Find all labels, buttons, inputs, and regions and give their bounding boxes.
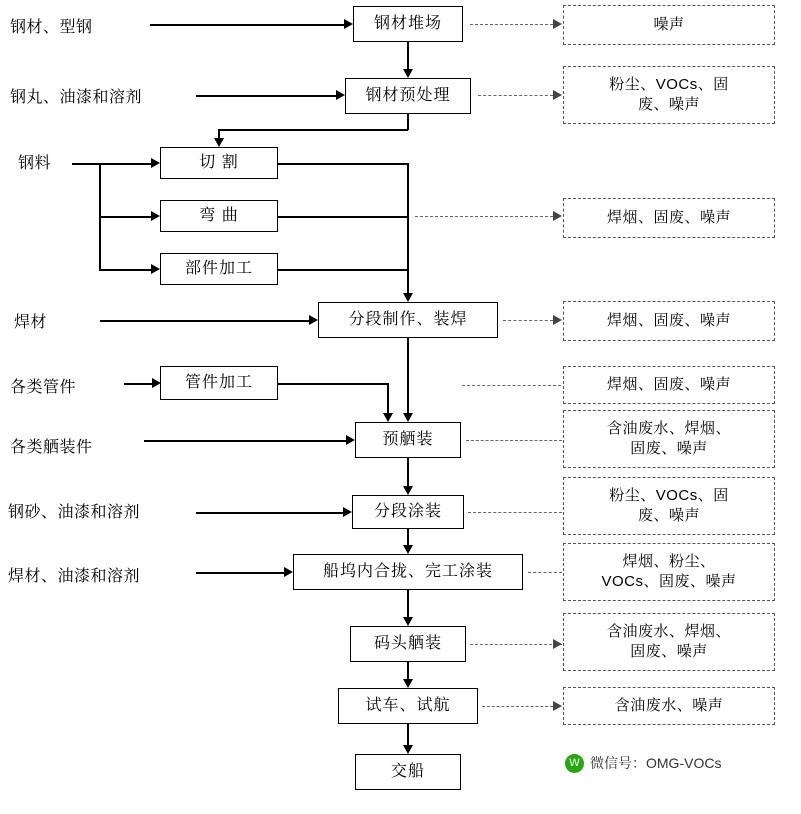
input-label-text: 钢砂、油漆和溶剂: [8, 503, 141, 521]
arrowhead: [383, 413, 393, 422]
emission-line: 固废、噪声: [630, 440, 708, 457]
emission-connector-pipe: [462, 385, 561, 386]
input-label-steel: [10, 12, 170, 38]
input-label-welding: [14, 307, 94, 333]
node-label: 管件加工: [184, 374, 253, 391]
emission-line: 废、噪声: [637, 507, 700, 524]
node-label: 部件加工: [184, 260, 253, 277]
process-node-steel-yard[interactable]: [353, 6, 463, 42]
emission-box-pipe: [563, 366, 775, 404]
process-node-delivery[interactable]: [355, 754, 461, 790]
connector-welding-to-section: [100, 320, 310, 322]
node-label: 码头舾装: [373, 635, 442, 652]
emission-line: 焊烟、固废、噪声: [606, 375, 731, 393]
emission-connector-dock: [528, 572, 562, 573]
input-label-pipes: [10, 372, 120, 398]
process-node-pre-outfitting[interactable]: [355, 422, 461, 458]
connector-part-to-trunk: [278, 269, 408, 271]
process-node-trial-run[interactable]: [338, 688, 478, 724]
emission-line: 粉尘、VOCs、固: [609, 486, 729, 504]
process-node-dock-assembly[interactable]: [293, 554, 523, 590]
emission-line: 含油废水、噪声: [614, 696, 724, 714]
connector-trunk-vertical: [407, 163, 409, 293]
emission-line: 焊烟、固废、噪声: [606, 208, 731, 226]
arrowhead: [403, 413, 413, 422]
input-label-steel-material: [18, 148, 98, 174]
arrowhead: [344, 19, 353, 29]
connector-preoutfit-to-coating: [407, 458, 409, 486]
node-label: 交船: [390, 763, 425, 780]
arrowhead: [284, 567, 293, 577]
emission-line: 固废、噪声: [630, 643, 708, 660]
emission-box-dock: [563, 543, 775, 601]
input-label-weld-paint: [8, 561, 208, 587]
emission-box-yard: [563, 5, 775, 45]
input-label-text: 焊材: [14, 313, 48, 331]
process-node-quay-outfitting[interactable]: [350, 626, 466, 662]
emission-line: 粉尘、VOCs、固: [609, 75, 729, 93]
node-label: 切 割: [199, 154, 239, 171]
wechat-icon: W: [565, 754, 584, 773]
node-label: 船坞内合拢、完工涂装: [322, 563, 493, 580]
arrowhead: [151, 264, 160, 274]
process-node-section-weld[interactable]: [318, 302, 498, 338]
emission-line: 噪声: [653, 15, 685, 33]
node-label: 弯 曲: [199, 207, 239, 224]
connector-dock-to-quay: [407, 590, 409, 617]
arrowhead: [151, 158, 160, 168]
node-label: 分段涂装: [373, 503, 442, 520]
input-label-outfit-parts: [10, 432, 140, 458]
process-node-cutting[interactable]: [160, 147, 278, 179]
connector-cutting-to-trunk: [278, 163, 408, 165]
arrowhead-dashed: [553, 315, 562, 325]
connector-outfitparts-to-preoutfit: [144, 440, 346, 442]
emission-box-coating: [563, 477, 775, 535]
arrowhead-dashed: [553, 211, 562, 221]
process-node-steel-pretreat[interactable]: [345, 78, 471, 114]
process-node-bending[interactable]: [160, 200, 278, 232]
connector-bus-to-bending: [99, 216, 151, 218]
arrowhead: [309, 315, 318, 325]
connector-section-to-preoutfit: [407, 338, 409, 413]
emission-box-preoutfit: [563, 410, 775, 468]
arrowhead: [403, 745, 413, 754]
arrowhead: [403, 545, 413, 554]
arrowhead: [403, 617, 413, 626]
node-label: 预舾装: [382, 431, 434, 448]
watermark: [565, 753, 721, 773]
emission-line: 含油废水、焊烟、: [606, 419, 731, 437]
arrowhead: [214, 138, 224, 147]
input-label-shot-paint: [10, 82, 210, 108]
arrowhead: [403, 69, 413, 78]
emission-box-quay: [563, 613, 775, 671]
arrowhead: [152, 378, 161, 388]
arrowhead-dashed: [553, 90, 562, 100]
emission-line: 废、噪声: [637, 96, 700, 113]
emission-connector-machining: [415, 216, 553, 217]
connector-trial-to-delivery: [407, 724, 409, 745]
connector-sandpaint-to-coating: [196, 512, 343, 514]
connector-bus-to-cutting: [99, 163, 151, 165]
emission-box-machining: [563, 198, 775, 238]
emission-box-pretreat: [563, 66, 775, 124]
process-node-pipe-machining[interactable]: [160, 366, 278, 400]
connector-yard-to-pretreat: [407, 42, 409, 69]
arrowhead: [403, 486, 413, 495]
emission-connector-section-weld: [503, 320, 553, 321]
input-label-text: 各类管件: [10, 378, 77, 396]
emission-connector-yard: [470, 24, 553, 25]
connector-bending-to-trunk: [278, 216, 408, 218]
connector-pipemach-down: [387, 383, 389, 413]
emission-connector-trial: [482, 706, 553, 707]
connector-steel-to-yard: [150, 24, 344, 26]
input-label-text: 焊材、油漆和溶剂: [8, 567, 141, 585]
connector-pretreat-left: [218, 129, 408, 131]
node-label: 分段制作、装焊: [348, 311, 468, 328]
emission-connector-preoutfit: [466, 440, 562, 441]
connector-shot-to-pretreat: [196, 95, 336, 97]
emission-connector-pretreat: [478, 95, 553, 96]
emission-connector-coating: [468, 512, 562, 513]
watermark-text: 微信号：OMG-VOCs: [590, 755, 722, 771]
emission-line: 焊烟、粉尘、: [622, 552, 716, 570]
arrowhead-dashed: [553, 19, 562, 29]
emission-box-trial: [563, 687, 775, 725]
input-label-text: 钢料: [18, 154, 52, 172]
process-node-section-coating[interactable]: [352, 495, 464, 529]
emission-line: 含油废水、焊烟、: [606, 622, 731, 640]
arrowhead: [403, 679, 413, 688]
arrowhead: [403, 293, 413, 302]
connector-steelmaterial-to-bus: [72, 163, 100, 165]
input-label-sand-paint: [8, 497, 208, 523]
node-label: 试车、试航: [365, 697, 451, 714]
connector-pipemach-right: [278, 383, 388, 385]
input-label-text: 各类舾装件: [10, 438, 93, 456]
arrowhead: [151, 211, 160, 221]
arrowhead-dashed: [553, 701, 562, 711]
arrowhead-dashed: [553, 639, 562, 649]
emission-box-section-weld: [563, 301, 775, 341]
node-label: 钢材堆场: [373, 15, 442, 32]
connector-pipes-to-pipemach: [124, 383, 152, 385]
emission-line: VOCs、固废、噪声: [601, 573, 737, 590]
emission-connector-quay: [470, 644, 562, 645]
connector-pretreat-down: [407, 114, 409, 130]
arrowhead: [343, 507, 352, 517]
node-label: 钢材预处理: [365, 87, 451, 104]
arrowhead: [336, 90, 345, 100]
arrowhead: [346, 435, 355, 445]
connector-quay-to-trial: [407, 662, 409, 679]
input-label-text: 钢材、型钢: [10, 18, 93, 36]
input-label-text: 钢丸、油漆和溶剂: [10, 88, 143, 106]
process-node-part-machining[interactable]: [160, 253, 278, 285]
connector-coating-to-dock: [407, 529, 409, 545]
emission-line: 焊烟、固废、噪声: [606, 311, 731, 329]
connector-weldpaint-to-dock: [196, 572, 284, 574]
connector-bus-to-part: [99, 269, 151, 271]
